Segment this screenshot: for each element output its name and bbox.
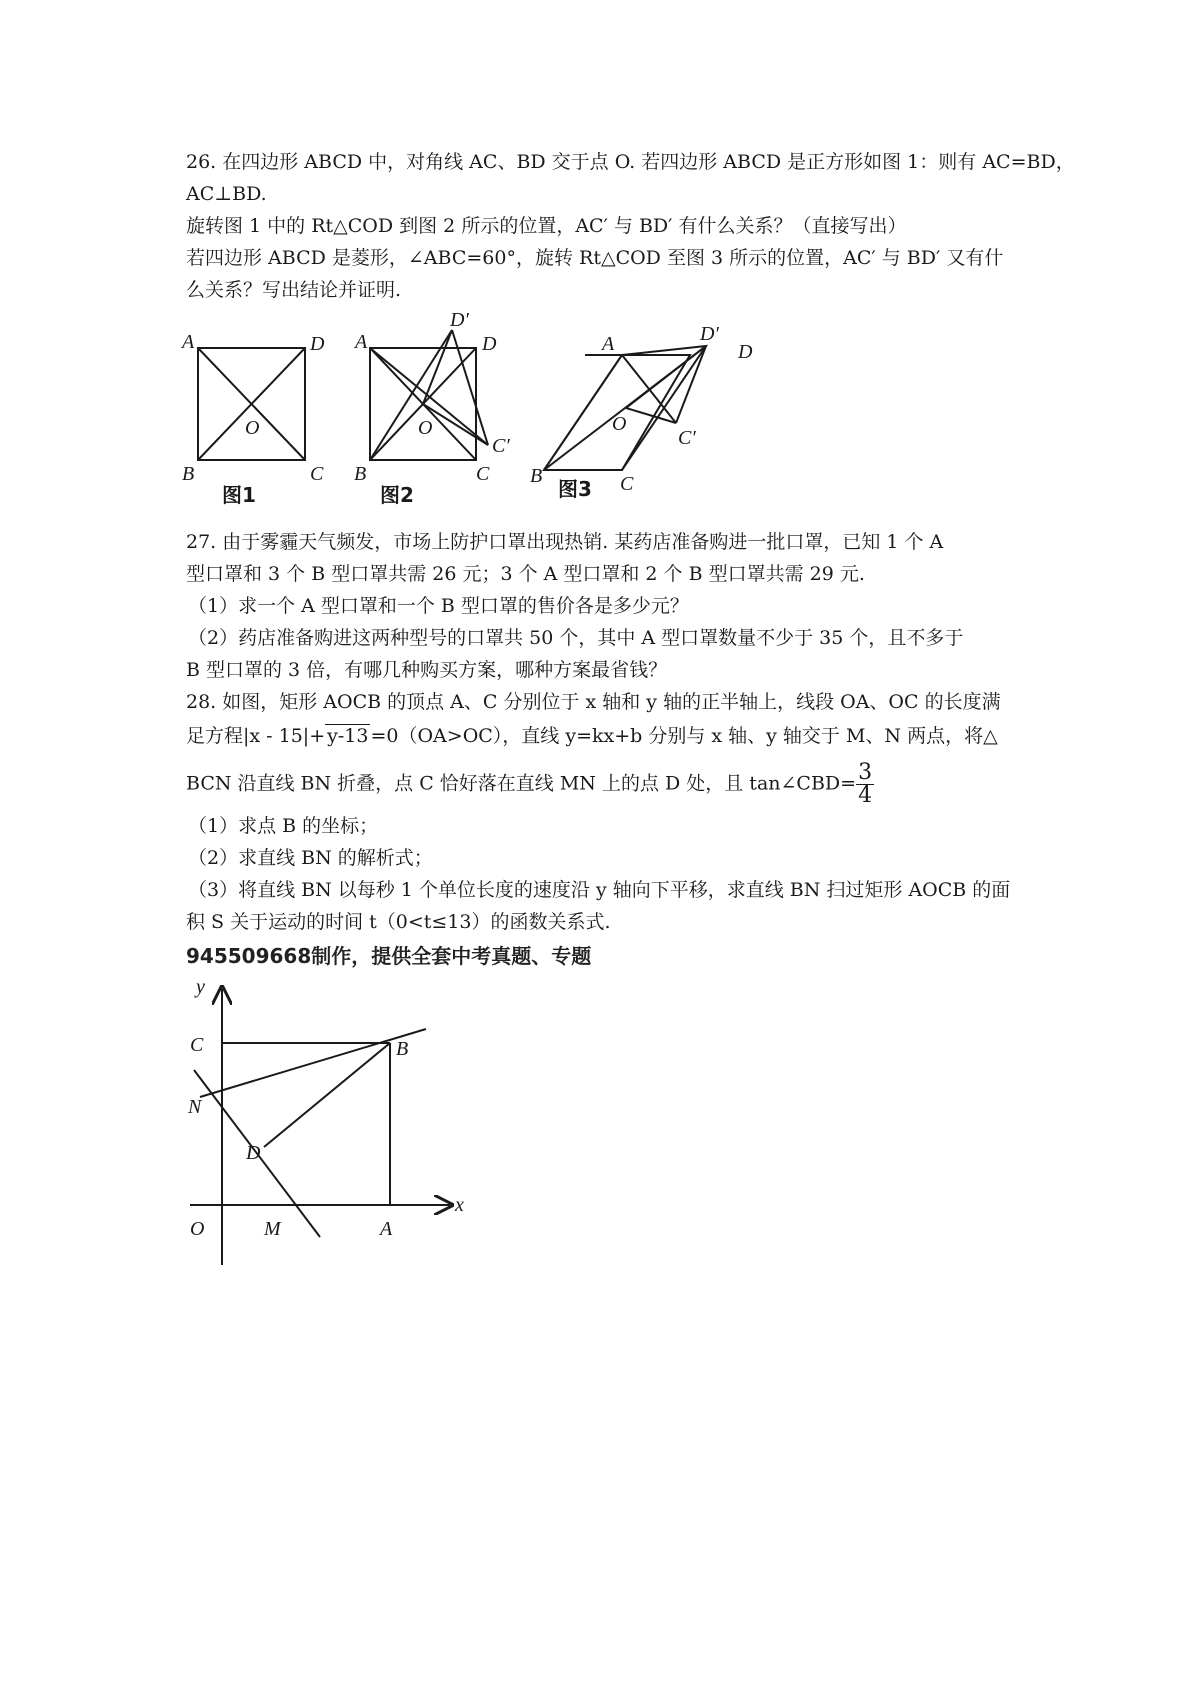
fig1-label-o: O: [245, 417, 260, 439]
q28-figure: [180, 975, 480, 1275]
q27-line-2: 型口罩和 3 个 B 型口罩共需 26 元；3 个 A 型口罩和 2 个 B 型口罩共需 29 元.: [186, 563, 865, 585]
q28-line-5: （2）求直线 BN 的解析式；: [188, 847, 433, 869]
q26-line-5: 么关系？写出结论并证明.: [186, 279, 402, 301]
fig3-label-c: C: [620, 473, 634, 495]
label-b: B: [396, 1038, 409, 1060]
q26-line-2: AC⊥BD.: [186, 183, 267, 205]
q28-line-6: （3）将直线 BN 以每秒 1 个单位长度的速度沿 y 轴向下平移，求直线 BN 扫过矩形 AOCB 的面: [188, 879, 1011, 901]
q28-line-3-text: BCN 沿直线 BN 折叠，点 C 恰好落在直线 MN 上的点 D 处，且 tan∠CBD=: [186, 772, 857, 795]
label-y: y: [196, 976, 205, 998]
q26-line-3: 旋转图 1 中的 Rt△COD 到图 2 所示的位置，AC′ 与 BD′ 有什么关系？（直接写出）: [186, 215, 907, 237]
fig2-caption: 图2: [380, 483, 414, 507]
sqrt-expression: y-13: [327, 725, 369, 747]
fraction-numerator: 3: [858, 760, 873, 785]
q27-line-3: （1）求一个 A 型口罩和一个 B 型口罩的售价各是多少元？: [188, 595, 689, 617]
q27-line-4: （2）药店准备购进这两种型号的口罩共 50 个，其中 A 型口罩数量不少于 35 个，且不多于: [188, 627, 964, 649]
fig3-label-dp: D′: [700, 323, 719, 345]
fig1-label-b: B: [182, 463, 195, 485]
fig1-label-d: D: [310, 333, 325, 355]
label-n: N: [188, 1096, 202, 1118]
q28-equation-prefix: 足方程|x - 15|+: [186, 725, 326, 747]
fig3-label-a: A: [602, 333, 615, 355]
q28-line-7: 积 S 关于运动的时间 t（0<t≤13）的函数关系式.: [186, 911, 611, 933]
fig2-label-dp: D′: [450, 310, 469, 331]
fig2-label-b: B: [354, 463, 367, 485]
q28-equation-suffix: =0（OA>OC），直线 y=kx+b 分别与 x 轴、y 轴交于 M、N 两点，将△: [370, 725, 998, 747]
q28-line-1: 28. 如图，矩形 AOCB 的顶点 A、C 分别位于 x 轴和 y 轴的正半轴上，线段 OA、OC 的长度满: [186, 691, 1001, 713]
tan-fraction: [856, 762, 874, 807]
fig2-label-a: A: [355, 331, 368, 353]
label-m: M: [264, 1218, 281, 1240]
fig1-caption: 图1: [222, 483, 256, 507]
fraction-denominator: 4: [858, 783, 873, 808]
fig2-label-d: D: [482, 333, 497, 355]
fig3-label-o: O: [612, 413, 627, 435]
fig1-label-c: C: [310, 463, 324, 485]
footer-credit: 945509668制作，提供全套中考真题、专题: [186, 944, 592, 968]
q26-line-4: 若四边形 ABCD 是菱形，∠ABC=60°，旋转 Rt△COD 至图 3 所示的位置，AC′ 与 BD′ 又有什: [186, 247, 1004, 269]
fig3-label-cp: C′: [678, 427, 696, 449]
q26-figures: [170, 310, 770, 510]
q27-line-5: B 型口罩的 3 倍，有哪几种购买方案，哪种方案最省钱？: [186, 659, 668, 681]
fig1-label-a: A: [182, 331, 195, 353]
q28-line-3: [186, 762, 874, 807]
label-x: x: [455, 1194, 464, 1216]
q27-line-1: 27. 由于雾霾天气频发，市场上防护口罩出现热销. 某药店准备购进一批口罩，已知 1 个 A: [186, 531, 944, 553]
line-bn: [200, 1029, 426, 1097]
fig2-label-o: O: [418, 417, 433, 439]
fig3-caption: 图3: [558, 477, 592, 501]
q26-line-1: 26. 在四边形 ABCD 中，对角线 AC、BD 交于点 O. 若四边形 ABCD 是正方形如图 1：则有 AC=BD，: [186, 151, 1075, 173]
fig2-label-c: C: [476, 463, 490, 485]
label-d: D: [246, 1142, 261, 1164]
fig2-label-cp: C′: [492, 435, 510, 457]
fig3-label-d: D: [738, 341, 753, 363]
q28-line-4: （1）求点 B 的坐标；: [188, 815, 379, 837]
q28-line-2: [186, 722, 998, 750]
label-o: O: [190, 1218, 205, 1240]
label-c: C: [190, 1034, 204, 1056]
fig3-label-b: B: [530, 465, 543, 487]
label-a: A: [380, 1218, 393, 1240]
